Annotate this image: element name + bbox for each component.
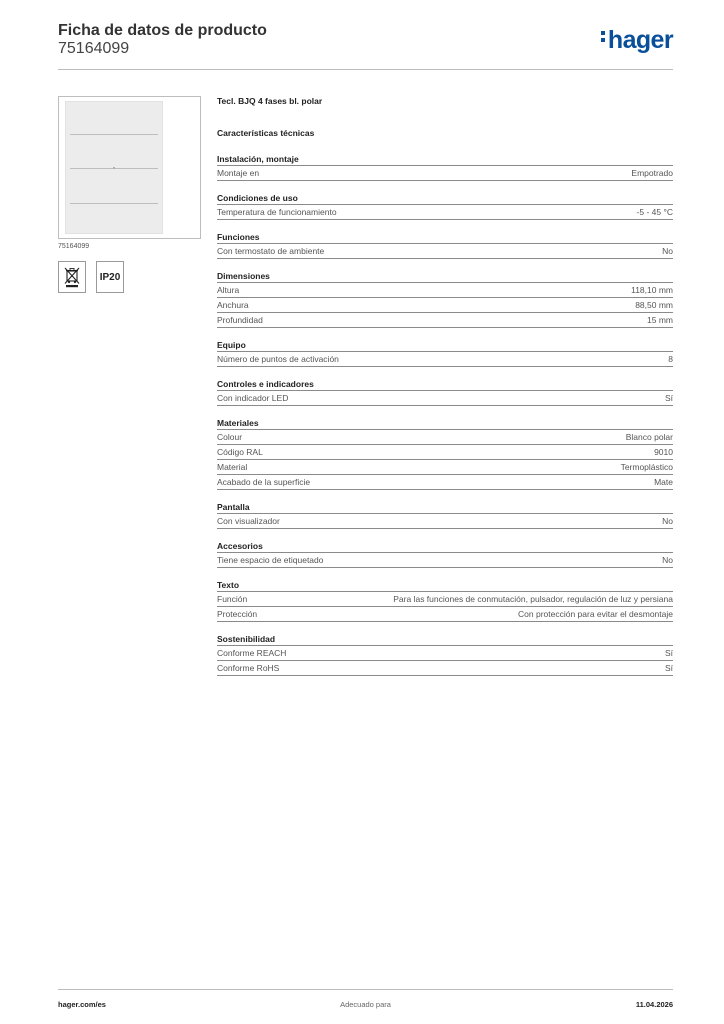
spec-row bbox=[217, 661, 673, 676]
spec-label: Con termostato de ambiente bbox=[217, 245, 325, 256]
spec-label: Función bbox=[217, 593, 248, 604]
spec-label: Montaje en bbox=[217, 167, 260, 178]
spec-value: Blanco polar bbox=[625, 431, 673, 442]
spec-row bbox=[217, 475, 673, 490]
spec-row bbox=[217, 352, 673, 367]
spec-label: Temperatura de funcionamiento bbox=[217, 206, 337, 217]
product-image-caption: 75164099 bbox=[58, 243, 90, 250]
switch-plate-photo bbox=[65, 101, 163, 234]
section-title: Condiciones de uso bbox=[217, 191, 673, 205]
footer-website: hager.com/es bbox=[58, 1000, 106, 1009]
spec-value: 15 mm bbox=[647, 314, 673, 325]
spec-label: Con indicador LED bbox=[217, 392, 289, 403]
spec-sections bbox=[217, 152, 673, 676]
spec-row bbox=[217, 430, 673, 445]
spec-value: Para las funciones de conmutación, pulsador, regulación de luz y persiana bbox=[393, 593, 673, 604]
spec-value: No bbox=[662, 554, 673, 565]
spec-row bbox=[217, 244, 673, 259]
spec-label: Protección bbox=[217, 608, 258, 619]
spec-row bbox=[217, 166, 673, 181]
spec-label: Conforme REACH bbox=[217, 647, 287, 658]
spec-row bbox=[217, 646, 673, 661]
spec-label: Acabado de la superficie bbox=[217, 476, 311, 487]
weee-bin-icon bbox=[58, 261, 86, 293]
spec-section bbox=[217, 191, 673, 220]
spec-section bbox=[217, 416, 673, 490]
spec-label: Profundidad bbox=[217, 314, 263, 325]
spec-section bbox=[217, 338, 673, 367]
spec-label: Conforme RoHS bbox=[217, 662, 280, 673]
logo-text: hager bbox=[607, 26, 673, 54]
section-title: Accesorios bbox=[217, 539, 673, 553]
spec-content bbox=[217, 96, 673, 676]
spec-section bbox=[217, 377, 673, 406]
section-title: Dimensiones bbox=[217, 269, 673, 283]
spec-row bbox=[217, 460, 673, 475]
spec-value: 118,10 mm bbox=[631, 284, 673, 295]
spec-label: Código RAL bbox=[217, 446, 263, 457]
spec-row bbox=[217, 313, 673, 328]
spec-section bbox=[217, 269, 673, 328]
hager-logo bbox=[601, 26, 673, 55]
spec-label: Con visualizador bbox=[217, 515, 280, 526]
spec-value: -5 - 45 °C bbox=[636, 206, 673, 217]
section-title: Materiales bbox=[217, 416, 673, 430]
spec-label: Material bbox=[217, 461, 248, 472]
spec-value: 9010 bbox=[654, 446, 673, 457]
spec-label: Altura bbox=[217, 284, 240, 295]
section-title: Instalación, montaje bbox=[217, 152, 673, 166]
section-title: Funciones bbox=[217, 230, 673, 244]
spec-section bbox=[217, 500, 673, 529]
section-title: Controles e indicadores bbox=[217, 377, 673, 391]
page-header bbox=[58, 22, 673, 70]
spec-row bbox=[217, 391, 673, 406]
spec-value: Sí bbox=[664, 392, 673, 403]
spec-row bbox=[217, 445, 673, 460]
logo-dots-icon bbox=[601, 28, 607, 45]
spec-row bbox=[217, 607, 673, 622]
spec-value: Con protección para evitar el desmontaje bbox=[518, 608, 673, 619]
spec-section bbox=[217, 152, 673, 181]
spec-value: Mate bbox=[654, 476, 673, 487]
spec-value: Sí bbox=[664, 647, 673, 658]
spec-section bbox=[217, 539, 673, 568]
technical-characteristics-title: Características técnicas bbox=[217, 128, 315, 138]
spec-value: No bbox=[662, 245, 673, 256]
spec-section bbox=[217, 578, 673, 622]
product-image bbox=[58, 96, 201, 239]
spec-label: Tiene espacio de etiquetado bbox=[217, 554, 324, 565]
spec-row bbox=[217, 298, 673, 313]
spec-row bbox=[217, 283, 673, 298]
spec-value: No bbox=[662, 515, 673, 526]
spec-label: Colour bbox=[217, 431, 243, 442]
spec-value: Empotrado bbox=[631, 167, 673, 178]
spec-section bbox=[217, 230, 673, 259]
spec-row bbox=[217, 553, 673, 568]
spec-row bbox=[217, 592, 673, 607]
spec-label: Número de puntos de activación bbox=[217, 353, 339, 364]
spec-row bbox=[217, 205, 673, 220]
document-number: 75164099 bbox=[58, 40, 130, 57]
spec-row bbox=[217, 514, 673, 529]
spec-value: Sí bbox=[664, 662, 673, 673]
ip-rating-badge: IP20 bbox=[96, 261, 124, 293]
spec-value: 8 bbox=[668, 353, 673, 364]
section-title: Equipo bbox=[217, 338, 673, 352]
spec-label: Anchura bbox=[217, 299, 249, 310]
product-name: Tecl. BJQ 4 fases bl. polar bbox=[217, 96, 323, 106]
section-title: Sostenibilidad bbox=[217, 632, 673, 646]
footer-suitable-for: Adecuado para bbox=[340, 1000, 391, 1009]
spec-section bbox=[217, 632, 673, 676]
section-title: Texto bbox=[217, 578, 673, 592]
spec-value: 88,50 mm bbox=[635, 299, 673, 310]
document-title: Ficha de datos de producto bbox=[58, 22, 267, 39]
page-footer bbox=[58, 989, 673, 1009]
spec-value: Termoplástico bbox=[620, 461, 673, 472]
footer-date: 11.04.2026 bbox=[635, 1000, 673, 1009]
section-title: Pantalla bbox=[217, 500, 673, 514]
